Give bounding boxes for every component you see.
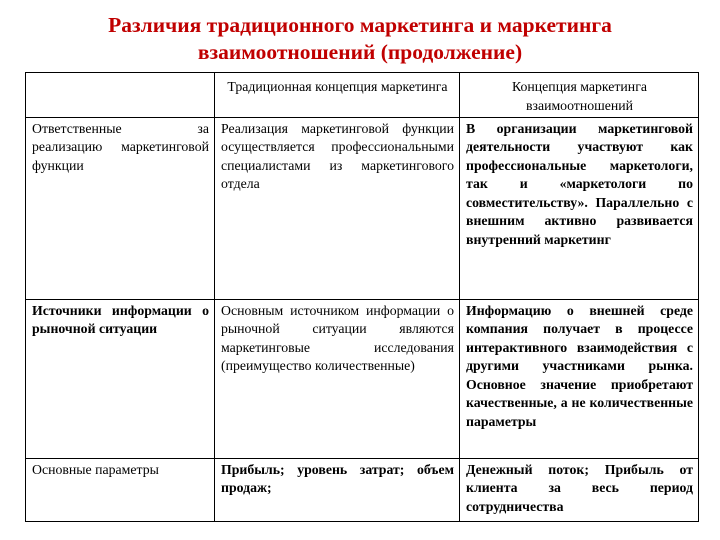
- row3-traditional: Прибыль; уровень затрат; объем продаж;: [215, 458, 460, 521]
- title-line-1: Различия традиционного маркетинга и маркетинга: [108, 13, 612, 37]
- comparison-table: [25, 72, 699, 522]
- table-row: [26, 299, 699, 458]
- row1-relationship: В организации маркетинговой деятельности участвуют как профессиональные маркетологи, так и «маркетологи по совместительству». Параллельно с внешним активно развивается внутренний маркетинг: [460, 117, 699, 299]
- row3-relationship: Денежный поток; Прибыль от клиента за весь период сотрудничества: [460, 458, 699, 521]
- table-row: [26, 117, 699, 299]
- header-empty-cell: [26, 73, 215, 118]
- table-row: [26, 458, 699, 521]
- page-title: [0, 12, 720, 66]
- header-traditional: Традиционная концепция маркетинга: [215, 73, 460, 118]
- row1-criterion: Ответственные за реализацию маркетинговой функции: [26, 117, 215, 299]
- row2-criterion: Источники информации о рыночной ситуации: [26, 299, 215, 458]
- row2-relationship: Информацию о внешней среде компания получает в процессе интерактивного взаимодействия с другими участниками рынка. Основное значение приобретают качественные, а не количественные параметры: [460, 299, 699, 458]
- row2-traditional: Основным источником информации о рыночной ситуации являются маркетинговые исследования (преимущество количественные): [215, 299, 460, 458]
- header-relationship: Концепция маркетинга взаимоотношений: [460, 73, 699, 118]
- table-header-row: [26, 73, 699, 118]
- row3-criterion: Основные параметры: [26, 458, 215, 521]
- row1-traditional: Реализация маркетинговой функции осуществляется профессиональными специалистами из маркетингового отдела: [215, 117, 460, 299]
- title-line-2: взаимоотношений (продолжение): [197, 40, 523, 64]
